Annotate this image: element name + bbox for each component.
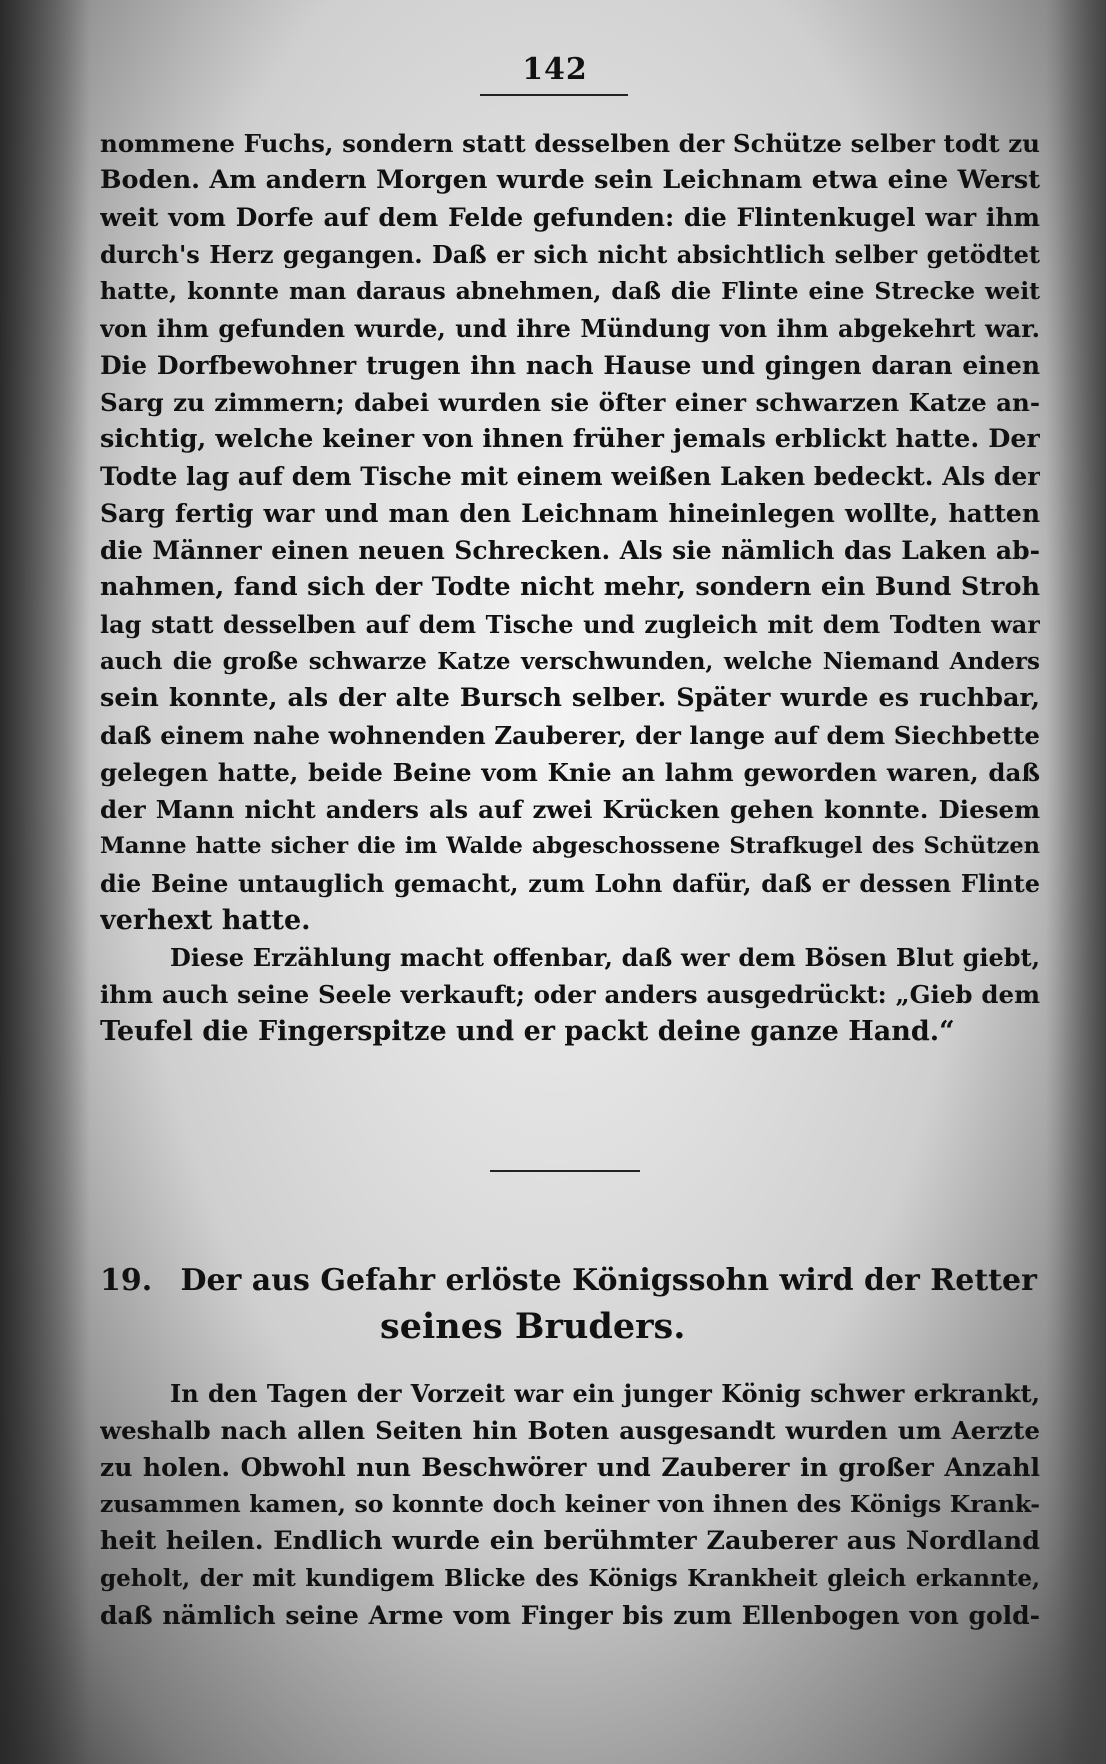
page-number: 142 [522, 52, 588, 87]
section-separator [490, 1170, 640, 1172]
text-line: Todte lag auf dem Tische mit einem weißen Laken bedeckt. Als der [100, 462, 1040, 491]
body-text [100, 125, 1040, 1050]
text-line: Manne hatte sicher die im Walde abgeschossene Strafkugel des Schützen [100, 833, 1040, 859]
text-line: zusammen kamen, so konnte doch keiner von ihnen des Königs Krank- [100, 1490, 1040, 1518]
chapter-paragraph [100, 1375, 1040, 1634]
text-line: von ihm gefunden wurde, und ihre Mündung von ihm abgekehrt war. [100, 314, 1040, 343]
paragraph [100, 939, 1040, 1050]
text-line: sichtig, welche keiner von ihnen früher jemals erblickt hatte. Der [100, 424, 1040, 454]
text-line: weit vom Dorfe auf dem Felde gefunden: die Flintenkugel war ihm [100, 203, 1040, 232]
text-line: nahmen, fand sich der Todte nicht mehr, sondern ein Bund Stroh [100, 572, 1040, 602]
text-line: Sarg fertig war und man den Leichnam hineinlegen wollte, hatten [100, 499, 1040, 528]
text-line: daß einem nahe wohnenden Zauberer, der lange auf dem Siechbette [100, 721, 1040, 750]
text-line: weshalb nach allen Seiten hin Boten ausgesandt wurden um Aerzte [100, 1416, 1040, 1445]
text-line: nommene Fuchs, sondern statt desselben der Schütze selber todt zu [100, 129, 1040, 158]
text-line: die Männer einen neuen Schrecken. Als sie nämlich das Laken ab- [100, 536, 1040, 565]
page-number-rule [480, 94, 628, 96]
text-line: Die Dorfbewohner trugen ihn nach Hause und gingen daran einen [100, 351, 1040, 380]
text-line: lag statt desselben auf dem Tische und zugleich mit dem Todten war [100, 610, 1040, 639]
text-line: Teufel die Fingerspitze und er packt deine ganze Hand.“ [100, 1016, 955, 1047]
text-line: der Mann nicht anders als auf zwei Krücken gehen konnte. Diesem [100, 795, 1040, 824]
text-line: daß nämlich seine Arme vom Finger bis zum Ellenbogen von gold- [100, 1601, 1040, 1630]
text-line: Boden. Am andern Morgen wurde sein Leichnam etwa eine Werst [100, 165, 1040, 195]
text-line: durch's Herz gegangen. Daß er sich nicht absichtlich selber getödtet [100, 240, 1040, 269]
paragraph [100, 125, 1040, 939]
text-line: In den Tagen der Vorzeit war ein junger König schwer erkrankt, [170, 1379, 1040, 1408]
text-line: die Beine untauglich gemacht, zum Lohn dafür, daß er dessen Flinte [100, 869, 1040, 898]
chapter-title-continued: seines Bruders. [380, 1306, 686, 1347]
text-line: Diese Erzählung macht offenbar, daß wer dem Bösen Blut giebt, [170, 943, 1040, 972]
text-line: zu holen. Obwohl nun Beschwörer und Zauberer in großer Anzahl [100, 1453, 1040, 1482]
text-line: ihm auch seine Seele verkauft; oder anders ausgedrückt: „Gieb dem [100, 980, 1040, 1009]
text-line: Sarg zu zimmern; dabei wurden sie öfter einer schwarzen Katze an- [100, 388, 1040, 417]
text-line: geholt, der mit kundigem Blicke des Königs Krankheit gleich erkannte, [100, 1565, 1040, 1592]
text-line: verhext hatte. [100, 905, 311, 936]
text-line: gelegen hatte, beide Beine vom Knie an lahm geworden waren, daß [100, 758, 1040, 787]
text-line: hatte, konnte man daraus abnehmen, daß die Flinte eine Strecke weit [100, 277, 1040, 305]
chapter-number: 19. [100, 1263, 153, 1298]
chapter-heading [100, 1258, 1040, 1350]
text-line: auch die große schwarze Katze verschwunden, welche Niemand Anders [100, 648, 1040, 675]
chapter-title: Der aus Gefahr erlöste Königssohn wird der Retter [180, 1263, 1037, 1298]
text-line: heit heilen. Endlich wurde ein berühmter Zauberer aus Nordland [100, 1526, 1040, 1556]
text-line: sein konnte, als der alte Bursch selber. Später wurde es ruchbar, [100, 683, 1040, 713]
